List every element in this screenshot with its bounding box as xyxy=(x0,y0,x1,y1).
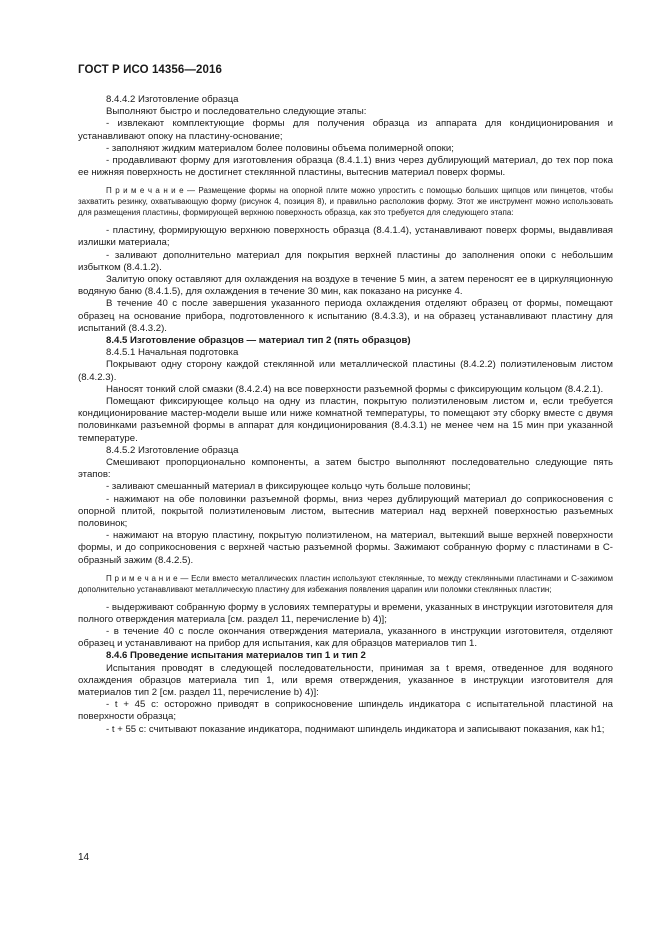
body-paragraph: - извлекают комплектующие формы для получения образца из аппарата для кондиционирования и устанавливают опоку на пластину-основание; xyxy=(78,118,613,142)
body-paragraph: Наносят тонкий слой смазки (8.4.2.4) на все поверхности разъемной формы с фиксирующим кольцом (8.4.2.1). xyxy=(106,383,604,395)
body-paragraph: В течение 40 с после завершения указанного периода охлаждения отделяют образец от формы, помещают образец на основание прибора, подготовленного к испытанию (8.4.3.3), и на образец устанавливают пластину для испытаний (8.4.3.2). xyxy=(78,298,613,334)
body-paragraph: Помещают фиксирующее кольцо на одну из пластин, покрытую полиэтиленовым листом и, если требуется кондиционирование мастер-модели выше или ниже комнатной температуры, то помещают эту сборку вместе с двумя половинками разъемной формы в аппарат для кондиционирования (8.4.3.1) не менее чем на 15 мин при указанной температуре. xyxy=(78,395,613,444)
body-paragraph: - продавливают форму для изготовления образца (8.4.1.1) вниз через дублирующий материал, до тех пор пока ее нижняя поверхность не достигнет стеклянной пластины, вытеснив материал поверх формы. xyxy=(78,155,613,179)
body-paragraph: - в течение 40 с после окончания отверждения материала, указанного в инструкции изготовителя, отделяют образец и устанавливают на прибор для испытания, как для образцов материалов тип 1. xyxy=(78,626,613,650)
body-paragraph: - выдерживают собранную форму в условиях температуры и времени, указанных в инструкции изготовителя для полного отверждения материала [см. раздел 11, перечисление b) 4)]; xyxy=(78,601,613,625)
document-body xyxy=(78,94,613,736)
body-paragraph: - пластину, формирующую верхнюю поверхность образца (8.4.1.4), устанавливают поверх формы, выдавливая излишки материала; xyxy=(78,225,613,249)
body-paragraph: - нажимают на обе половинки разъемной формы, вниз через дублирующий материал до соприкосновения с опорной плитой, покрытой полиэтиленовым листом, вытеснив материал над верхней поверхностью разъемных половинок; xyxy=(78,493,613,530)
body-paragraph: Испытания проводят в следующей последовательности, принимая за t время, отведенное для водяного охлаждения образцов материала тип 1, или время отверждения, указанное в инструкции изготовителя для материалов тип 2 [см. раздел 11, перечисление b) 4)]: xyxy=(78,662,613,699)
section-heading: 8.4.6 Проведение испытания материалов тип 1 и тип 2 xyxy=(106,650,366,662)
section-heading: 8.4.5 Изготовление образцов — материал тип 2 (пять образцов) xyxy=(106,334,411,346)
body-paragraph: Смешивают пропорционально компоненты, а затем быстро выполняют последовательно следующие пять этапов: xyxy=(78,457,613,481)
body-paragraph: - нажимают на вторую пластину, покрытую полиэтиленом, на материал, вытекший выше верхней поверхности формы, и до соприкосновения с верхней частью разъемной формы. Зажимают собранную форму с пластинами в С-образный зажим (8.4.2.5). xyxy=(78,530,613,566)
body-paragraph: Покрывают одну сторону каждой стеклянной или металлической пластины (8.4.2.2) полиэтиленовым листом (8.4.2.3). xyxy=(78,359,613,383)
body-paragraph: - t + 45 с: осторожно приводят в соприкосновение шпиндель индикатора с испытательной пластиной на поверхности образца; xyxy=(78,699,613,723)
page-number: 14 xyxy=(78,852,90,863)
body-paragraph: Выполняют быстро и последовательно следующие этапы: xyxy=(106,106,367,118)
body-paragraph: - заполняют жидким материалом более половины объема полимерной опоки; xyxy=(106,142,454,154)
body-paragraph: - заливают смешанный материал в фиксирующее кольцо чуть больше половины; xyxy=(106,481,471,493)
body-paragraph: - заливают дополнительно материал для покрытия верхней пластины до заполнения опоки с небольшим избытком (8.4.1.2). xyxy=(78,249,613,273)
document-header: ГОСТ Р ИСО 14356—2016 xyxy=(78,64,223,76)
note-paragraph: П р и м е ч а н и е — Если вместо металлических пластин используют стеклянные, то между стеклянными пластинами и С-зажимом дополнительно устанавливают металлическую пластину для избежания появления царапин или поломки стеклянных пластин; xyxy=(78,573,613,594)
body-paragraph: 8.4.5.2 Изготовление образца xyxy=(106,444,239,456)
body-paragraph: - t + 55 с: считывают показание индикатора, поднимают шпиндель индикатора и записывают показания, как h1; xyxy=(106,723,605,735)
note-paragraph: П р и м е ч а н и е — Размещение формы на опорной плите можно упростить с помощью больших щипцов или пинцетов, чтобы захватить резинку, охватывающую форму (рисунок 4, позиция 8), и правильно расположив форму. Этот же инструмент можно использовать для размещения пластины, формирующей верхнюю поверхность образца, как это требуется для следующего этапа: xyxy=(78,186,613,218)
body-paragraph: Залитую опоку оставляют для охлаждения на воздухе в течение 5 мин, а затем переносят ее в циркуляционную водяную баню (8.4.1.5), для охлаждения в течение 30 мин, как показано на рисунке 4. xyxy=(78,273,613,298)
body-paragraph: 8.4.5.1 Начальная подготовка xyxy=(106,347,239,359)
body-paragraph: 8.4.4.2 Изготовление образца xyxy=(106,94,239,105)
